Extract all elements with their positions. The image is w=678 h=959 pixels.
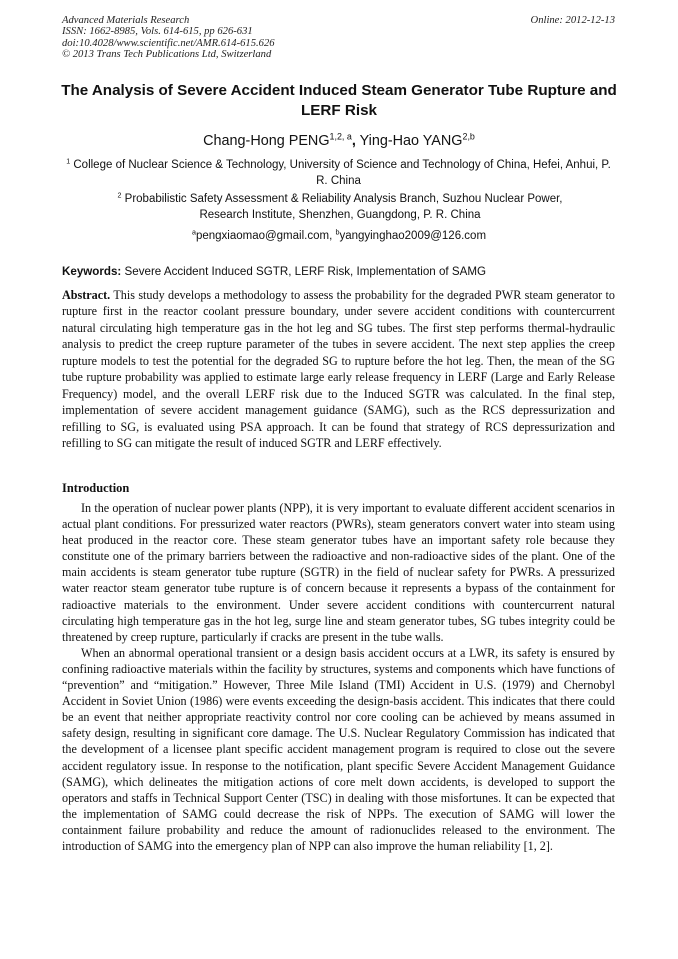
paper-title: The Analysis of Severe Accident Induced Steam Generator Tube Rupture and LERF Risk	[61, 82, 617, 119]
affiliation-number: 1	[66, 157, 71, 166]
online-date: Online: 2012-12-13	[530, 15, 615, 26]
affiliation-text: College of Nuclear Science & Technology, University of Science and Technology of China, Hefei, Anhui, P. R. China	[73, 159, 611, 187]
author-superscript: 2,b	[462, 131, 475, 142]
email-superscript: a	[191, 228, 196, 237]
body-paragraph: In the operation of nuclear power plants (NPP), it is very important to evaluate different accident scenarios in actual plant conditions. For pressurized water reactors (PWRs), steam generators convert water into steam using heat produced in the reactor core. These steam generator tubes have an important safety role because they constitute one of the primary barriers between the radioactive and non-radioactive sides of the plant. One of the main accidents is steam generator tube rupture (SGTR) in the field of nuclear safety for PWRs. A pressurized water reactor steam generator tube rupture is of concern because it represents a bypass of the containment for radioactive materials to the environment. Under severe accident conditions with countercurrent natural circulating high temperature gas in the hot leg, surge line and steam generator tubes, SG tubes integrity could be threatened by creep rupture, particularly if cracks are present in the tube walls.	[62, 501, 615, 644]
doi-line: doi:10.4028/www.scientific.net/AMR.614-615.626	[62, 37, 275, 49]
author-emails	[50, 228, 628, 244]
author-separator: ,	[351, 133, 356, 149]
affiliation-number: 2	[117, 191, 122, 200]
keywords-text: Severe Accident Induced SGTR, LERF Risk, Implementation of SAMG	[124, 265, 487, 278]
issn-line: ISSN: 1662-8985, Vols. 614-615, pp 626-631	[62, 26, 253, 38]
author-name: Chang-Hong PENG	[203, 133, 330, 149]
section-heading-introduction: Introduction	[62, 481, 130, 495]
publication-header	[62, 15, 615, 60]
author-line	[50, 131, 628, 151]
journal-name: Advanced Materials Research	[62, 15, 190, 26]
affiliation-1	[62, 157, 615, 189]
keywords-label: Keywords:	[62, 265, 122, 278]
affiliation-2	[95, 191, 585, 223]
keywords	[62, 264, 615, 280]
author-superscript: 1,2, a	[329, 131, 352, 142]
copyright-line: © 2013 Trans Tech Publications Ltd, Switzerland	[62, 48, 272, 60]
email-superscript: b	[335, 228, 340, 237]
author-name: Ying-Hao YANG	[359, 133, 463, 149]
abstract-text: This study develops a methodology to assess the probability for the degraded PWR steam generator to rupture first in the reactor coolant pressure boundary, under severe accident conditions with countercurrent natural circulating high temperature gas in the hot leg and SG tubes. The first step performs thermal-hydraulic analysis to predict the creep rupture parameter of the tubes in severe accident. The next step applies the creep rupture models to test the potential for the degraded SG to rupture before the hot leg. Then, the mean of the SG tube rupture probability was applied to estimate large early release frequency in LERF (Large and Early Release Frequency) model, and the overall LERF risk due to the Induced SGTR was calculated. In the final step, implementation of severe accident management guidance (SAMG), such as the RCS depressurization and refilling to SG, is evaluated using PSA approach. It can be found that strategy of RCS depressurization and refilling to SG can mitigate the result of induced SGTR and LERF effectively.	[62, 288, 615, 451]
affiliation-text: Probabilistic Safety Assessment & Reliability Analysis Branch, Suzhou Nuclear Power, Research Institute, Shenzhen, Guangdong, P. R. China	[124, 193, 563, 221]
body-paragraph: When an abnormal operational transient or a design basis accident occurs at a LWR, its safety is ensured by confining radioactive materials within the facility by structures, systems and components which have functions of “prevention” and “mitigation.” However, Three Mile Island (TMI) Accident in U.S. (1979) and Chernobyl Accident in Soviet Union (1986) were events exceeding the design-basis accident. This indicates that there could be an event that neither appropriate reactivity control nor core cooling can be achieved by means assumed in safety design, resulting in significant core damage. The U.S. Nuclear Regulatory Commission has indicated that the development of a licensee plant specific accident management program is required to close out the severe accident regulatory issue. In response to the notification, plant specific Severe Accident Management Guidance (SAMG), which delineates the mitigation actions of core melt down accidents, is developed to support the operators and staffs in Technical Support Center (TSC) in dealing with those misfortunes. It can be expected that the implementation of SAMG could decrease the risk of NPPs. The execution of SAMG will lower the containment failure probability and reduce the amount of radionuclides released to the environment. The introduction of SAMG into the emergency plan of NPP can also improve the human reliability [1, 2].	[62, 645, 615, 853]
email-address: pengxiaomao@gmail.com,	[195, 230, 333, 242]
abstract-label: Abstract.	[62, 288, 111, 302]
email-address: yangyinghao2009@126.com	[339, 230, 487, 242]
introduction-body	[62, 500, 615, 854]
abstract	[62, 287, 615, 452]
